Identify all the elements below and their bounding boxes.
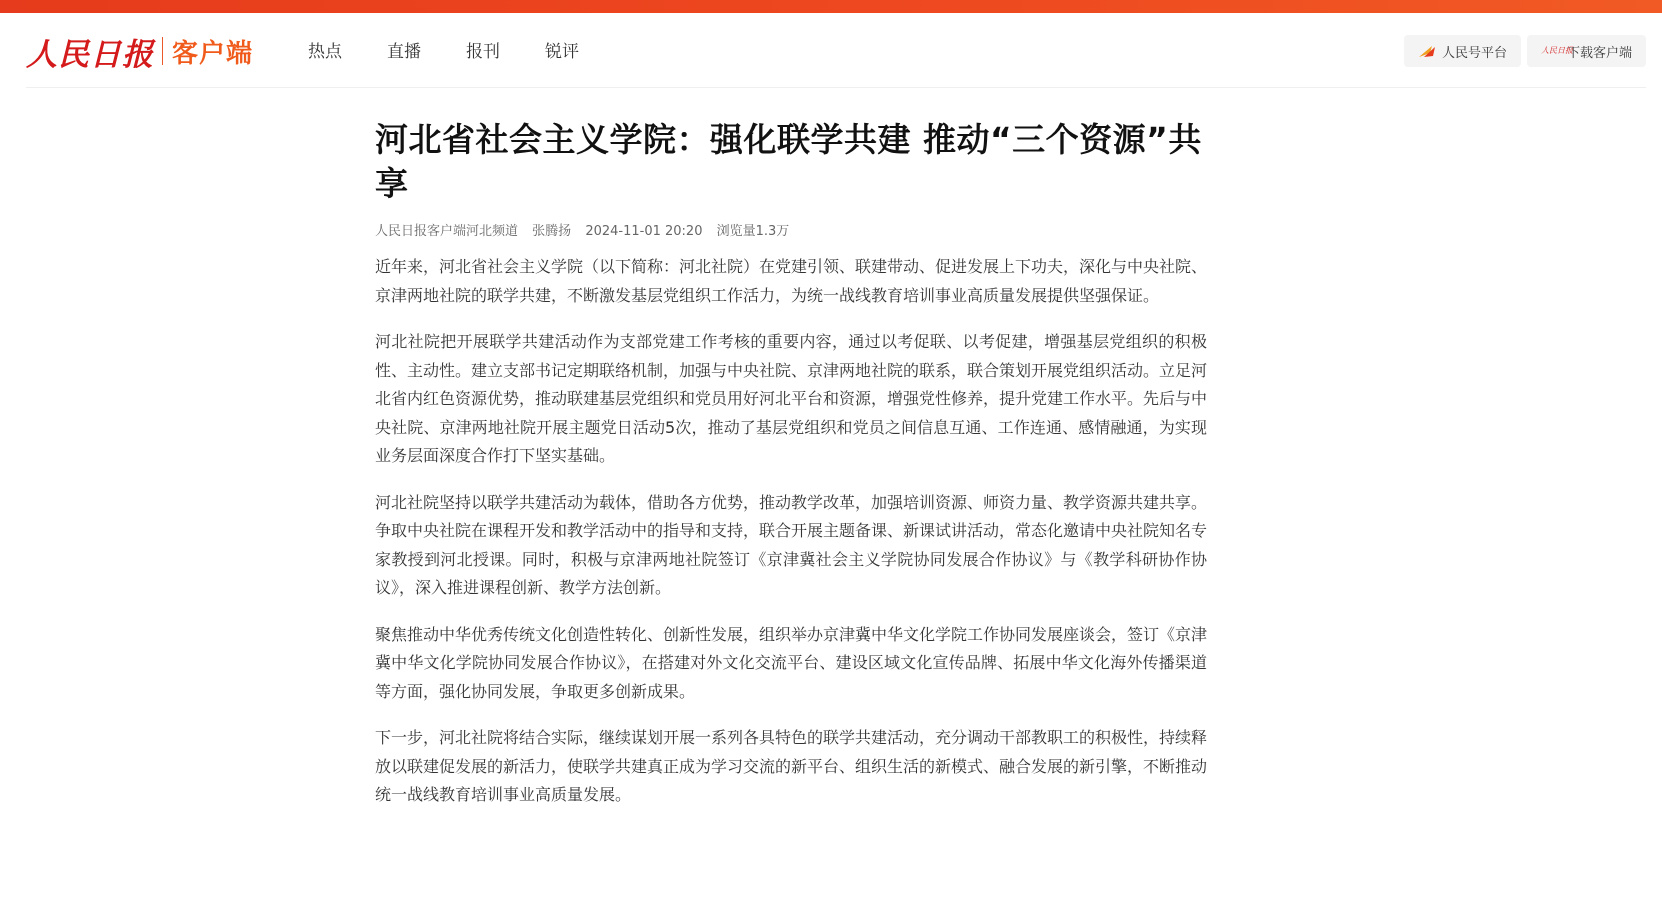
nav-item-hot[interactable]: 热点 bbox=[308, 42, 342, 62]
logo-suffix-text: 客户端 bbox=[172, 38, 254, 69]
article-datetime: 2024-11-01 20:20 bbox=[585, 224, 703, 239]
article-paragraph: 河北社院坚持以联学共建活动为载体，借助各方优势，推动教学改革，加强培训资源、师资力量、教学资源共建共享。争取中央社院在课程开发和教学活动中的指导和支持，联合开展主题备课、新课试讲活动，常态化邀请中央社院知名专家教授到河北授课。同时，积极与京津两地社院签订《京津冀社会主义学院协同发展合作协议》与《教学科研协作协议》，深入推进课程创新、教学方法创新。 bbox=[375, 492, 1208, 597]
article-source: 人民日报客户端河北频道 bbox=[375, 224, 519, 239]
article-author: 张腾扬 bbox=[532, 224, 572, 239]
nav-item-commentary[interactable]: 锐评 bbox=[545, 42, 579, 62]
article-paragraph: 近年来，河北省社会主义学院（以下简称：河北社院）在党建引领、联建带动、促进发展上下功夫，深化与中央社院、京津两地社院的联学共建，不断激发基层党组织工作活力，为统一战线教育培训事业高质量发展提供坚强保证。 bbox=[375, 257, 1208, 305]
article-meta bbox=[375, 222, 1207, 242]
logo-divider bbox=[162, 37, 163, 65]
download-app-button[interactable] bbox=[1527, 35, 1646, 67]
header-actions bbox=[1404, 35, 1646, 67]
article-views: 浏览量1.3万 bbox=[716, 224, 790, 239]
download-app-label: 下载客户端 bbox=[1566, 45, 1632, 61]
platform-button[interactable] bbox=[1404, 35, 1521, 67]
nav-item-live[interactable]: 直播 bbox=[387, 42, 421, 62]
article-title: 河北省社会主义学院：强化联学共建 推动“三个资源”共享 bbox=[375, 120, 1202, 203]
article-paragraph: 河北社院把开展联学共建活动作为支部党建工作考核的重要内容，通过以考促联、以考促建，增强基层党组织的积极性、主动性。建立支部书记定期联络机制，加强与中央社院、京津两地社院的联系，联合策划开展党组织活动。立足河北省内红色资源优势，推动联建基层党组织和党员用好河北平台和资源，增强党性修养，提升党建工作水平。先后与中央社院、京津两地社院开展主题党日活动5次，推动了基层党组织和党员之间信息互通、工作连通、感情融通，为实现业务层面深度合作打下坚实基础。 bbox=[375, 332, 1208, 465]
site-header bbox=[26, 13, 1646, 88]
mini-logo-icon: 人民日报 bbox=[1540, 46, 1573, 55]
article-body bbox=[375, 253, 1207, 810]
site-logo[interactable] bbox=[26, 31, 253, 71]
main-nav bbox=[308, 40, 624, 64]
top-accent-bar bbox=[0, 0, 1662, 13]
nav-item-newspaper[interactable]: 报刊 bbox=[466, 42, 500, 62]
logo-brand-text: 人民日报 bbox=[26, 36, 154, 73]
article-paragraph: 聚焦推动中华优秀传统文化创造性转化、创新性发展，组织举办京津冀中华文化学院工作协同发展座谈会，签订《京津冀中华文化学院协同发展合作协议》，在搭建对外文化交流平台、建设区域文化宣传品牌、拓展中华文化海外传播渠道等方面，强化协同发展，争取更多创新成果。 bbox=[375, 624, 1208, 701]
article bbox=[375, 118, 1207, 810]
flag-icon bbox=[1418, 44, 1436, 58]
platform-button-label: 人民号平台 bbox=[1441, 45, 1507, 61]
article-paragraph: 下一步，河北社院将结合实际，继续谋划开展一系列各具特色的联学共建活动，充分调动干部教职工的积极性，持续释放以联建促发展的新活力，使联学共建真正成为学习交流的新平台、组织生活的新模式、融合发展的新引擎，不断推动统一战线教育培训事业高质量发展。 bbox=[375, 728, 1208, 804]
